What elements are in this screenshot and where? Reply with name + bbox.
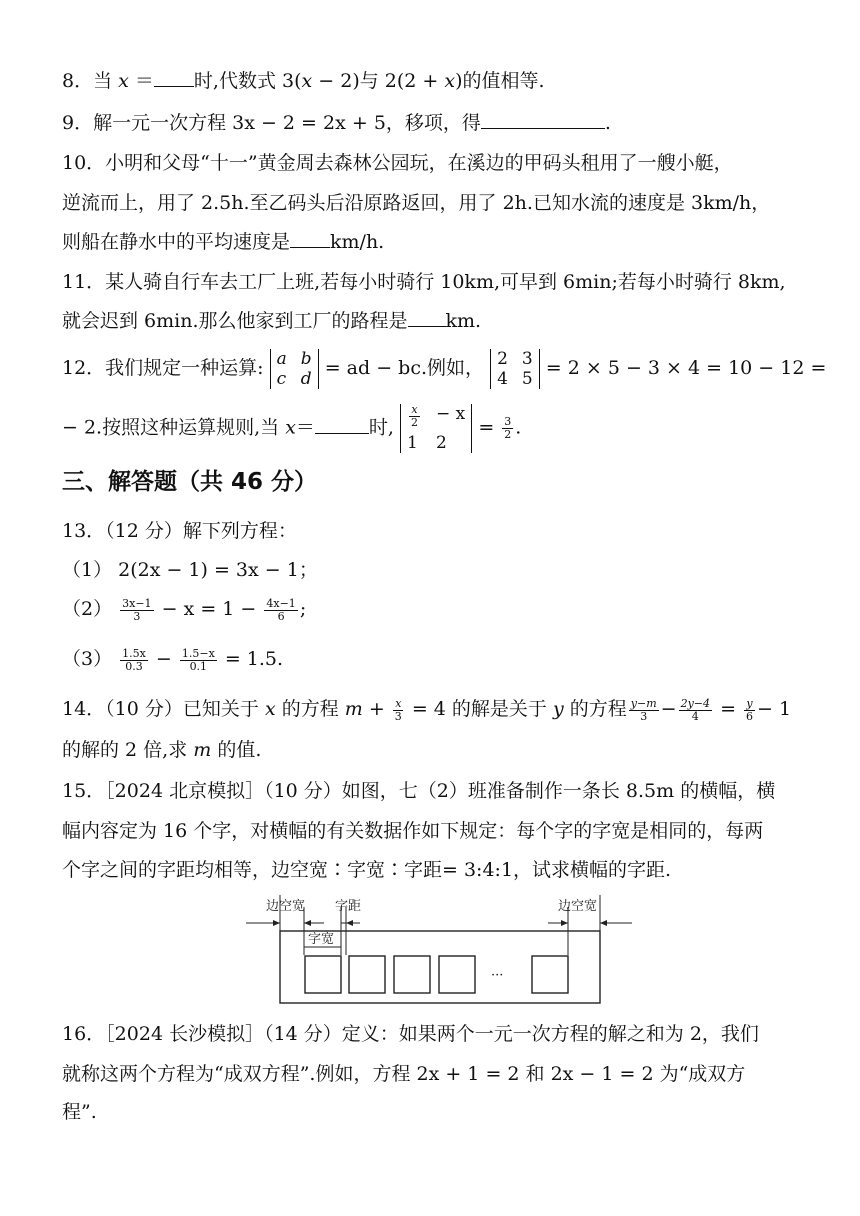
question-15-line-2: 幅内容定为 16 个字，对横幅的有关数据作如下规定：每个字的字宽是相同的，每两 [62, 820, 764, 842]
determinant-question: $\frac{x}{2}$ − x 1 2 [400, 404, 472, 453]
label-margin-left: 边空宽 [266, 899, 306, 914]
question-12-line-2: − 2.按照这种运算规则,当 x＝ 时, $\frac{x}{2}$ − x 1 2 = $\frac{3}{2}$ . [62, 403, 522, 453]
answer-blank [481, 110, 605, 129]
arrow-head [600, 920, 607, 926]
question-10-line-1: 10．小明和父母“十一”黄金周去森林公园玩，在溪边的甲码头租用了一艘小艇， [62, 152, 733, 174]
label-width: 字宽 [308, 932, 335, 947]
question-16-line-2: 就称这两个方程为“成双方程”.例如，方程 2x + 1 = 2 和 2x − 1 = 2 为“成双方 [62, 1063, 746, 1085]
question-13-part-3: （3） $\frac{1.5x}{0.3}$ − $\frac{1.5-x}{0.1}$ = 1.5. [62, 646, 284, 673]
arrow-head [346, 920, 353, 926]
question-11-line-1: 11．某人骑自行车去工厂上班,若每小时骑行 10km,可早到 6min;若每小时骑行 8km, [62, 271, 786, 293]
character-box [532, 956, 568, 993]
question-11-line-2: 就会迟到 6min.那么他家到工厂的路程是 km. [62, 310, 482, 332]
arrow-head [561, 920, 568, 926]
banner-diagram [244, 893, 644, 1009]
determinant-example: 2 3 4 5 [490, 349, 540, 389]
question-15-line-3: 个字之间的字距均相等，边空宽∶字宽∶字距= 3:4:1，试求横幅的字距. [62, 859, 672, 881]
question-14-line-1: 14．（10 分）已知关于 x 的方程 m + $\frac{x}{3}$ = 4 的解是关于 y 的方程 $\frac{y-m}{3}$ − $\frac{2y-4}{4}$ = $\frac{y}{6}$ − 1 [62, 696, 792, 723]
question-15-line-1: 15．［2024 北京模拟］（10 分）如图，七（2）班准备制作一条长 8.5m 的横幅，横 [62, 780, 776, 802]
arrow-head [304, 920, 311, 926]
character-box [305, 956, 341, 993]
question-13-title: 13．（12 分）解下列方程： [62, 520, 297, 542]
answer-blank [290, 229, 330, 248]
arrow-head [273, 920, 280, 926]
section-title: 三、解答题（共 46 分） [62, 469, 318, 495]
question-14-line-2: 的解的 2 倍,求 m 的值. [62, 739, 262, 761]
question-10-line-3: 则船在静水中的平均速度是 km/h. [62, 231, 385, 253]
character-box [439, 956, 475, 993]
answer-blank [154, 68, 194, 87]
question-16-line-3: 程”. [62, 1101, 97, 1123]
label-spacing: 字距 [335, 899, 362, 914]
question-12-line-1: 12．我们规定一种运算: a b c d = ad − bc.例如， 2 3 4 5 = 2 × 5 − 3 × 4 = 10 − 12 = [62, 349, 827, 389]
answer-blank [315, 415, 369, 434]
character-box [394, 956, 430, 993]
question-10-line-2: 逆流而上，用了 2.5h.至乙码头后沿原路返回，用了 2h.已知水流的速度是 3km/h， [62, 192, 771, 214]
character-box [349, 956, 385, 993]
ellipsis: ··· [491, 968, 504, 983]
question-9: 9．解一元一次方程 3x − 2 = 2x + 5，移项，得 . [62, 112, 611, 134]
question-13-part-2: （2） $\frac{3x-1}{3}$ − x = 1 − $\frac{4x-1}{6}$ ; [62, 596, 307, 623]
question-16-line-1: 16．［2024 长沙模拟］（14 分）定义：如果两个一元一次方程的解之和为 2，我们 [62, 1023, 759, 1045]
question-13-part-1: （1） 2(2x − 1) = 3x − 1； [62, 559, 318, 581]
determinant-definition: a b c d [270, 349, 319, 389]
label-margin-right: 边空宽 [558, 899, 598, 914]
question-8: 8．当 x ＝ 时,代数式 3(x − 2)与 2(2 + x)的值相等. [62, 70, 545, 92]
answer-blank [408, 308, 446, 327]
